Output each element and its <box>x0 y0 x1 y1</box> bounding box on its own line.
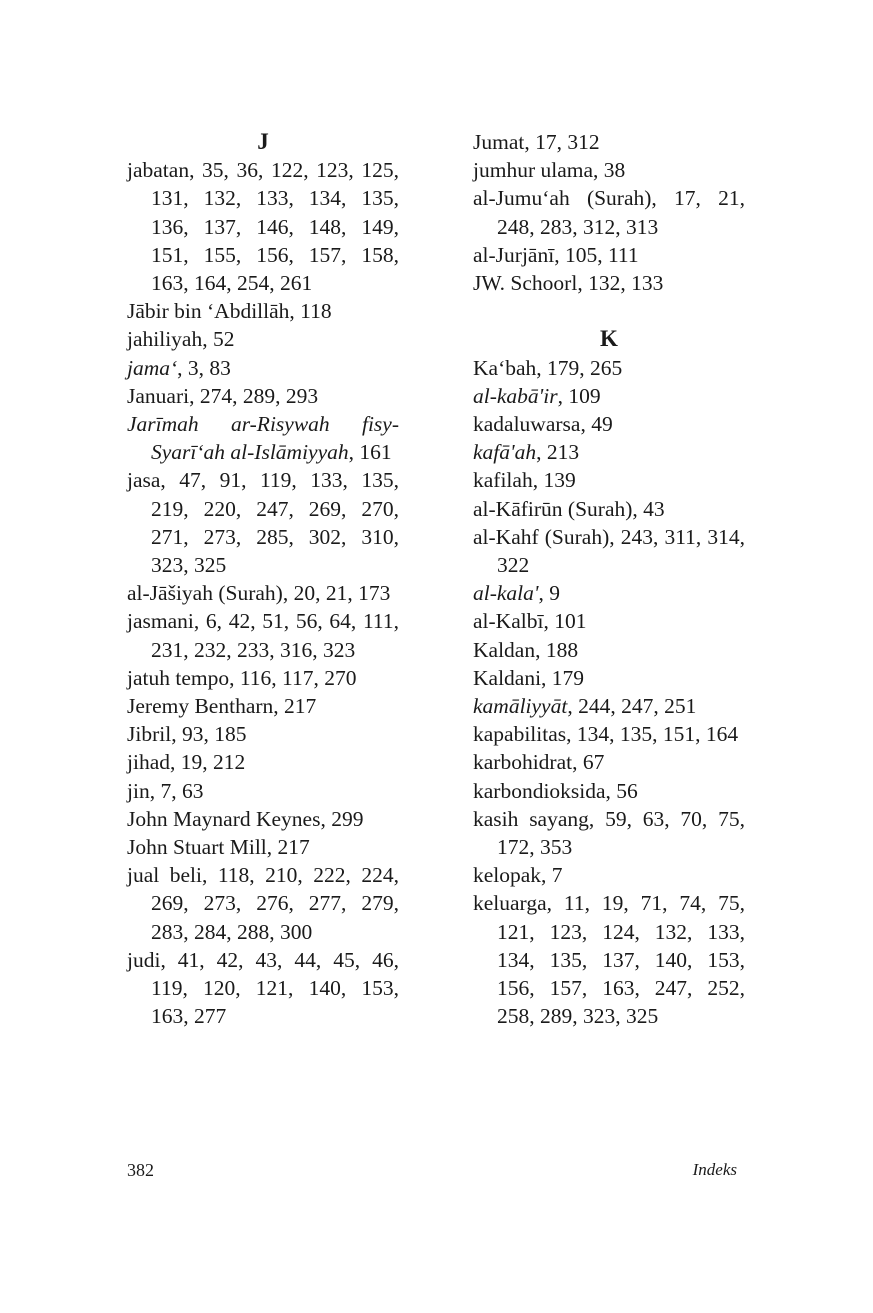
entry-term-italic: Jarīmah ar-Risywah fisy-Syarī‘ah al-Islāmiyyah <box>127 412 399 465</box>
index-entry <box>127 466 399 579</box>
index-entry <box>473 692 745 720</box>
entry-text: , 9 <box>538 581 560 606</box>
index-entry <box>127 861 399 946</box>
entry-text: , 3, 83 <box>177 355 231 380</box>
entry-text: kelopak, 7 <box>473 863 563 888</box>
index-entries-k <box>473 354 745 1031</box>
index-entry <box>473 128 745 156</box>
entry-text: Ka‘bah, 179, 265 <box>473 355 623 380</box>
index-entry <box>127 748 399 776</box>
entry-text: John Stuart Mill, 217 <box>127 835 310 860</box>
index-entry <box>473 664 745 692</box>
index-entry <box>473 156 745 184</box>
entry-text: Jābir bin ‘Abdillāh, 118 <box>127 299 332 324</box>
entry-text: Jibril, 93, 185 <box>127 722 247 747</box>
entry-text: Januari, 274, 289, 293 <box>127 383 319 408</box>
entry-text: Kaldani, 179 <box>473 665 585 690</box>
entry-text: jasa, 47, 91, 119, 133, 135, 219, 220, 247, 269, 270, 271, 273, 285, 302, 310, 323, 325 <box>127 468 399 578</box>
index-entry <box>473 636 745 664</box>
index-entry <box>473 523 745 579</box>
index-entry <box>127 833 399 861</box>
entry-text: al-Kalbī, 101 <box>473 609 587 634</box>
entry-text: Kaldan, 188 <box>473 637 579 662</box>
entry-term-italic: kamāliyyāt <box>473 694 568 719</box>
entry-text: al-Kāfirūn (Surah), 43 <box>473 496 665 521</box>
index-entry <box>127 720 399 748</box>
entry-text: al-Jāšiyah (Surah), 20, 21, 173 <box>127 581 391 606</box>
index-column-left <box>127 128 399 1030</box>
entry-text: karbohidrat, 67 <box>473 750 605 775</box>
index-entry <box>473 438 745 466</box>
index-entry <box>127 664 399 692</box>
entry-text: kafilah, 139 <box>473 468 576 493</box>
index-entry <box>473 410 745 438</box>
entry-text: jatuh tempo, 116, 117, 270 <box>127 665 357 690</box>
index-entry <box>127 297 399 325</box>
index-entry <box>473 607 745 635</box>
entry-text: , 244, 247, 251 <box>567 694 697 719</box>
entry-text: , 161 <box>348 440 392 465</box>
entry-text: Jeremy Bentharn, 217 <box>127 694 317 719</box>
index-entry <box>127 354 399 382</box>
entry-text: jin, 7, 63 <box>127 778 204 803</box>
entry-text: karbondioksida, 56 <box>473 778 638 803</box>
entry-text: kadaluwarsa, 49 <box>473 412 613 436</box>
index-entries-j-left <box>127 156 399 1030</box>
entry-text: al-Jurjānī, 105, 111 <box>473 242 639 267</box>
entry-term-italic: kafā'ah <box>473 440 537 465</box>
entry-term-italic: al-kala' <box>473 581 539 606</box>
entry-text: kapabilitas, 134, 135, 151, 164 <box>473 722 739 747</box>
section-letter-j: J <box>257 129 269 154</box>
index-entry <box>127 156 399 297</box>
index-entry <box>473 382 745 410</box>
running-head: Indeks <box>692 1160 737 1179</box>
index-entry <box>473 861 745 889</box>
index-entry <box>473 495 745 523</box>
index-entry <box>473 269 745 297</box>
entry-text: Jumat, 17, 312 <box>473 130 600 154</box>
entry-text: keluarga, 11, 19, 71, 74, 75, 121, 123, 124, 132, 133, 134, 135, 137, 140, 153, 156, 157, 163, 247, 252, 258, 289, 323, 325 <box>473 891 745 1029</box>
entry-term-italic: al-kabā'ir <box>473 383 558 408</box>
index-entry <box>127 325 399 353</box>
page-number: 382 <box>127 1160 154 1180</box>
entry-text: jumhur ulama, 38 <box>473 158 626 183</box>
index-entry <box>127 777 399 805</box>
index-entry <box>127 946 399 1031</box>
entry-text: John Maynard Keynes, 299 <box>127 806 364 831</box>
index-entry <box>473 579 745 607</box>
index-entries-j-right <box>473 128 745 297</box>
index-entry <box>473 184 745 240</box>
entry-text: al-Jumu‘ah (Surah), 17, 21, 248, 283, 312, 313 <box>473 186 745 239</box>
entry-term-italic: jama‘ <box>127 355 178 380</box>
entry-text: , 109 <box>557 383 601 408</box>
index-entry <box>473 748 745 776</box>
entry-text: jual beli, 118, 210, 222, 224, 269, 273, 276, 277, 279, 283, 284, 288, 300 <box>127 863 399 944</box>
entry-text: al-Kahf (Surah), 243, 311, 314, 322 <box>473 524 745 578</box>
index-entry <box>127 382 399 410</box>
index-entry <box>473 777 745 805</box>
entry-text: , 213 <box>536 440 580 465</box>
section-letter-k: K <box>600 326 618 352</box>
index-entry <box>473 720 745 748</box>
entry-text: kasih sayang, 59, 63, 70, 75, 172, 353 <box>473 806 745 860</box>
index-entry <box>127 579 399 607</box>
index-entry <box>473 466 745 494</box>
index-entry <box>127 410 399 466</box>
index-column-right <box>473 128 745 1030</box>
index-entry <box>473 354 745 382</box>
index-entry <box>473 805 745 861</box>
entry-text: JW. Schoorl, 132, 133 <box>473 271 664 296</box>
index-entry <box>473 889 745 1030</box>
entry-text: jabatan, 35, 36, 122, 123, 125, 131, 132, 133, 134, 135, 136, 137, 146, 148, 149, 151, 155, 156, 157, 158, 163, 164, 254, 261 <box>127 158 399 295</box>
entry-text: jasmani, 6, 42, 51, 56, 64, 111, 231, 232, 233, 316, 323 <box>127 609 399 662</box>
entry-text: jihad, 19, 212 <box>127 750 246 775</box>
index-entry <box>127 692 399 720</box>
entry-text: jahiliyah, 52 <box>127 327 235 352</box>
entry-text: judi, 41, 42, 43, 44, 45, 46, 119, 120, 121, 140, 153, 163, 277 <box>127 947 399 1029</box>
index-entry <box>473 241 745 269</box>
index-entry <box>127 607 399 663</box>
index-entry <box>127 805 399 833</box>
